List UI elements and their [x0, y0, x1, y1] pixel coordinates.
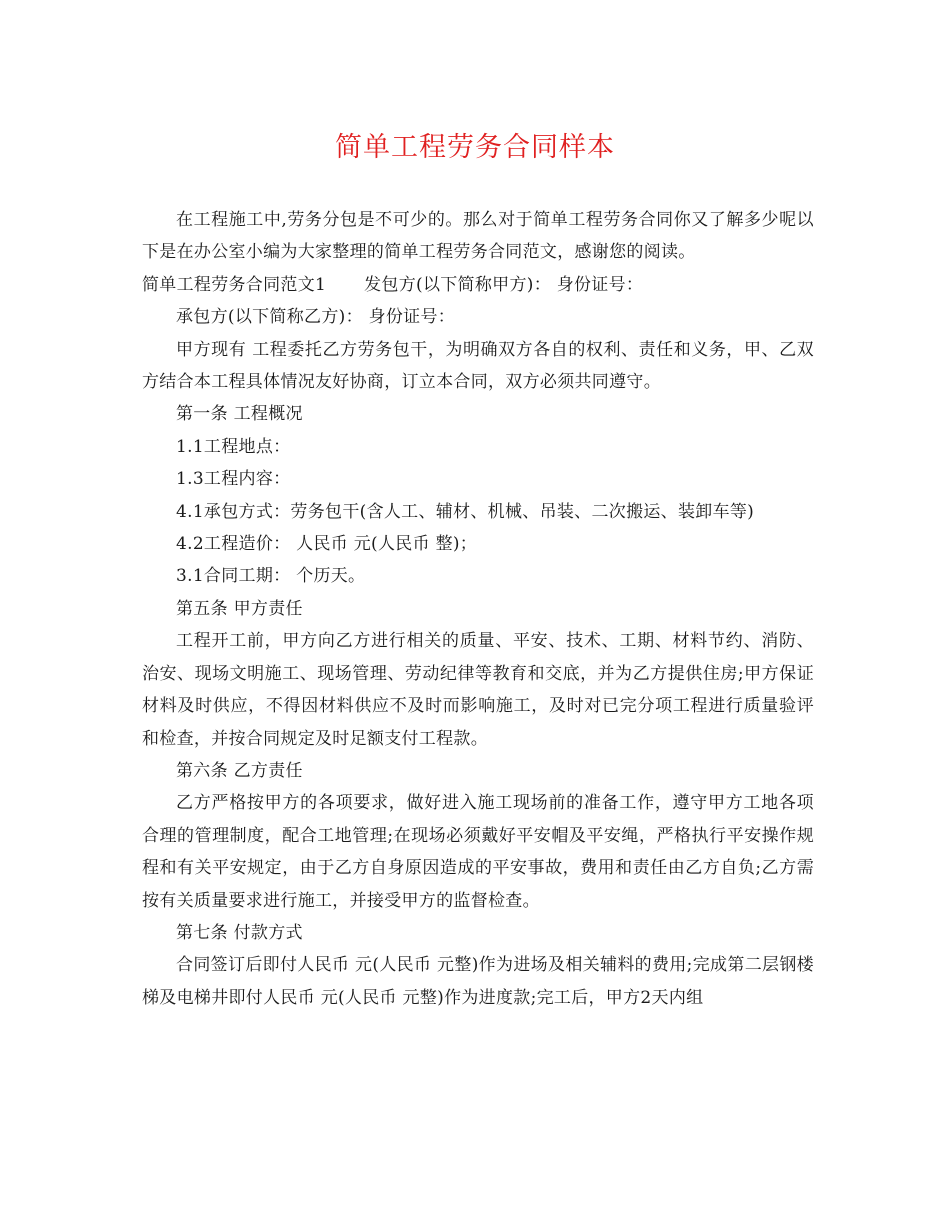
sample-heading-line	[142, 269, 814, 301]
item-1-3: 1.3工程内容：	[176, 469, 291, 490]
article-7-title: 第七条 付款方式	[176, 922, 303, 943]
article-5-title: 第五条 甲方责任	[176, 598, 303, 619]
article-5-body: 工程开工前，甲方向乙方进行相关的质量、平安、技术、工期、材料节约、消防、治安、现场文明施工、现场管理、劳动纪律等教育和交底，并为乙方提供住房;甲方保证材料及时供应，不得因材料供应不及时而影响施工，及时对已完分项工程进行质量验评和检查，并按合同规定及时足额支付工程款。	[142, 631, 814, 749]
preamble-paragraph: 甲方现有 工程委托乙方劳务包干，为明确双方各自的权利、责任和义务，甲、乙双方结合本工程具体情况友好协商，订立本合同，双方必须共同遵守。	[142, 339, 814, 393]
item-4-1: 4.1承包方式：劳务包干(含人工、辅材、机械、吊装、二次搬运、装卸车等)	[176, 501, 755, 522]
article-6-title: 第六条 乙方责任	[176, 760, 303, 781]
article-6-body: 乙方严格按甲方的各项要求，做好进入施工现场前的准备工作，遵守甲方工地各项合理的管理制度，配合工地管理;在现场必须戴好平安帽及平安绳，严格执行平安操作规程和有关平安规定，由于乙方自身原因造成的平安事故，费用和责任由乙方自负;乙方需按有关质量要求进行施工，并接受甲方的监督检查。	[142, 793, 814, 911]
party-b-line: 承包方(以下简称乙方)： 身份证号：	[176, 307, 456, 328]
sample-heading: 简单工程劳务合同范文1	[142, 274, 327, 295]
intro-paragraph: 在工程施工中,劳务分包是不可少的。那么对于简单工程劳务合同你又了解多少呢以下是在办公室小编为大家整理的简单工程劳务合同范文，感谢您的阅读。	[142, 210, 814, 263]
party-a-line: 发包方(以下简称甲方)： 身份证号：	[364, 274, 644, 295]
item-3-1: 3.1合同工期： 个历天。	[176, 566, 366, 587]
item-1-1: 1.1工程地点：	[176, 436, 291, 457]
document-body	[142, 204, 814, 1014]
article-7-body: 合同签订后即付人民币 元(人民币 元整)作为进场及相关辅料的费用;完成第二层钢楼梯及电梯井即付人民币 元(人民币 元整)作为进度款;完工后，甲方2天内组	[142, 955, 814, 1008]
document-title: 简单工程劳务合同样本	[335, 132, 615, 163]
item-4-2: 4.2工程造价： 人民币 元(人民币 整)；	[176, 534, 478, 555]
article-1-title: 第一条 工程概况	[176, 404, 303, 425]
